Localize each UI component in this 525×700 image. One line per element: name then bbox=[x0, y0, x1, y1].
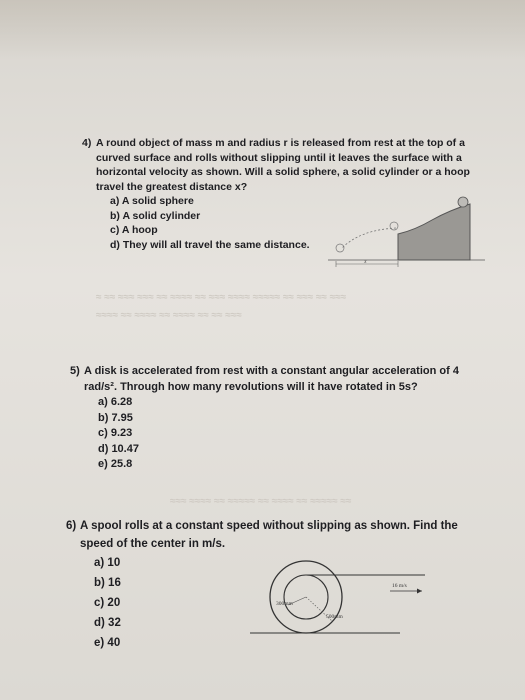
question-stem: A disk is accelerated from rest with a constant angular acceleration of 4 rad/s². Through how many revolutions will it have rotated in 5s? bbox=[84, 365, 459, 393]
question-number: 4) bbox=[82, 137, 92, 149]
answer-option-b: b) 16 bbox=[94, 577, 121, 589]
answer-option-e: e) 40 bbox=[94, 637, 121, 649]
ramp-figure bbox=[320, 190, 490, 270]
curved-ramp bbox=[398, 204, 470, 260]
ball-top bbox=[458, 197, 468, 207]
velocity-label: 16 m/s bbox=[392, 583, 407, 589]
answer-option-d: d) 32 bbox=[94, 617, 121, 629]
question-stem: A spool rolls at a constant speed without slipping as shown. Find the speed of the center in m/s. bbox=[80, 520, 458, 550]
answer-option-d: d) They will all travel the same distance. bbox=[110, 238, 310, 251]
velocity-arrowhead bbox=[417, 589, 422, 594]
answer-option-a: a) A solid sphere bbox=[110, 195, 194, 207]
outer-radius-label: 500mm bbox=[326, 614, 343, 620]
bleed-through-text: ≈ ≈≈ ≈≈≈ ≈≈≈ ≈≈ ≈≈≈≈ ≈≈ ≈≈≈ ≈≈≈≈ ≈≈≈≈≈ ≈≈ ≈≈≈ ≈≈ ≈≈≈ bbox=[96, 292, 347, 303]
ball-landing bbox=[336, 244, 344, 252]
answer-option-e: e) 25.8 bbox=[98, 458, 133, 470]
answer-option-b: b) 7.95 bbox=[98, 411, 133, 424]
answer-option-b: b) A solid cylinder bbox=[110, 209, 201, 222]
answer-option-d: d) 10.47 bbox=[98, 442, 139, 455]
inner-radius-label: 300mm bbox=[276, 601, 293, 607]
answer-option-c: c) 20 bbox=[94, 597, 121, 609]
answer-option-a: a) 10 bbox=[94, 557, 121, 569]
question-5 bbox=[70, 364, 484, 473]
question-stem: A round object of mass m and radius r is released from rest at the top of a curved surface and rolls without slipping until it leaves the surface with a horizontal velocity as shown. Will a solid sphere, a solid cylinder or a hoop travel the greatest distance x? bbox=[96, 137, 470, 193]
distance-label: x bbox=[364, 259, 367, 265]
trajectory-path bbox=[342, 228, 396, 248]
bleed-through-text: ≈≈≈ ≈≈≈≈ ≈≈ ≈≈≈≈≈ ≈≈ ≈≈≈≈ ≈≈ ≈≈≈≈≈ ≈≈ bbox=[170, 496, 352, 507]
answer-option-c: c) A hoop bbox=[110, 224, 158, 236]
spool-figure bbox=[240, 555, 440, 640]
answer-option-c: c) 9.23 bbox=[98, 427, 133, 439]
question-number: 6) bbox=[66, 520, 77, 532]
ball-launch bbox=[390, 222, 398, 230]
paper-top-shadow bbox=[0, 0, 525, 60]
answer-option-a: a) 6.28 bbox=[98, 396, 133, 408]
bleed-through-text: ≈≈≈≈ ≈≈ ≈≈≈≈ ≈≈ ≈≈≈≈ ≈≈ ≈≈ ≈≈≈ bbox=[96, 310, 242, 321]
question-number: 5) bbox=[70, 365, 80, 377]
